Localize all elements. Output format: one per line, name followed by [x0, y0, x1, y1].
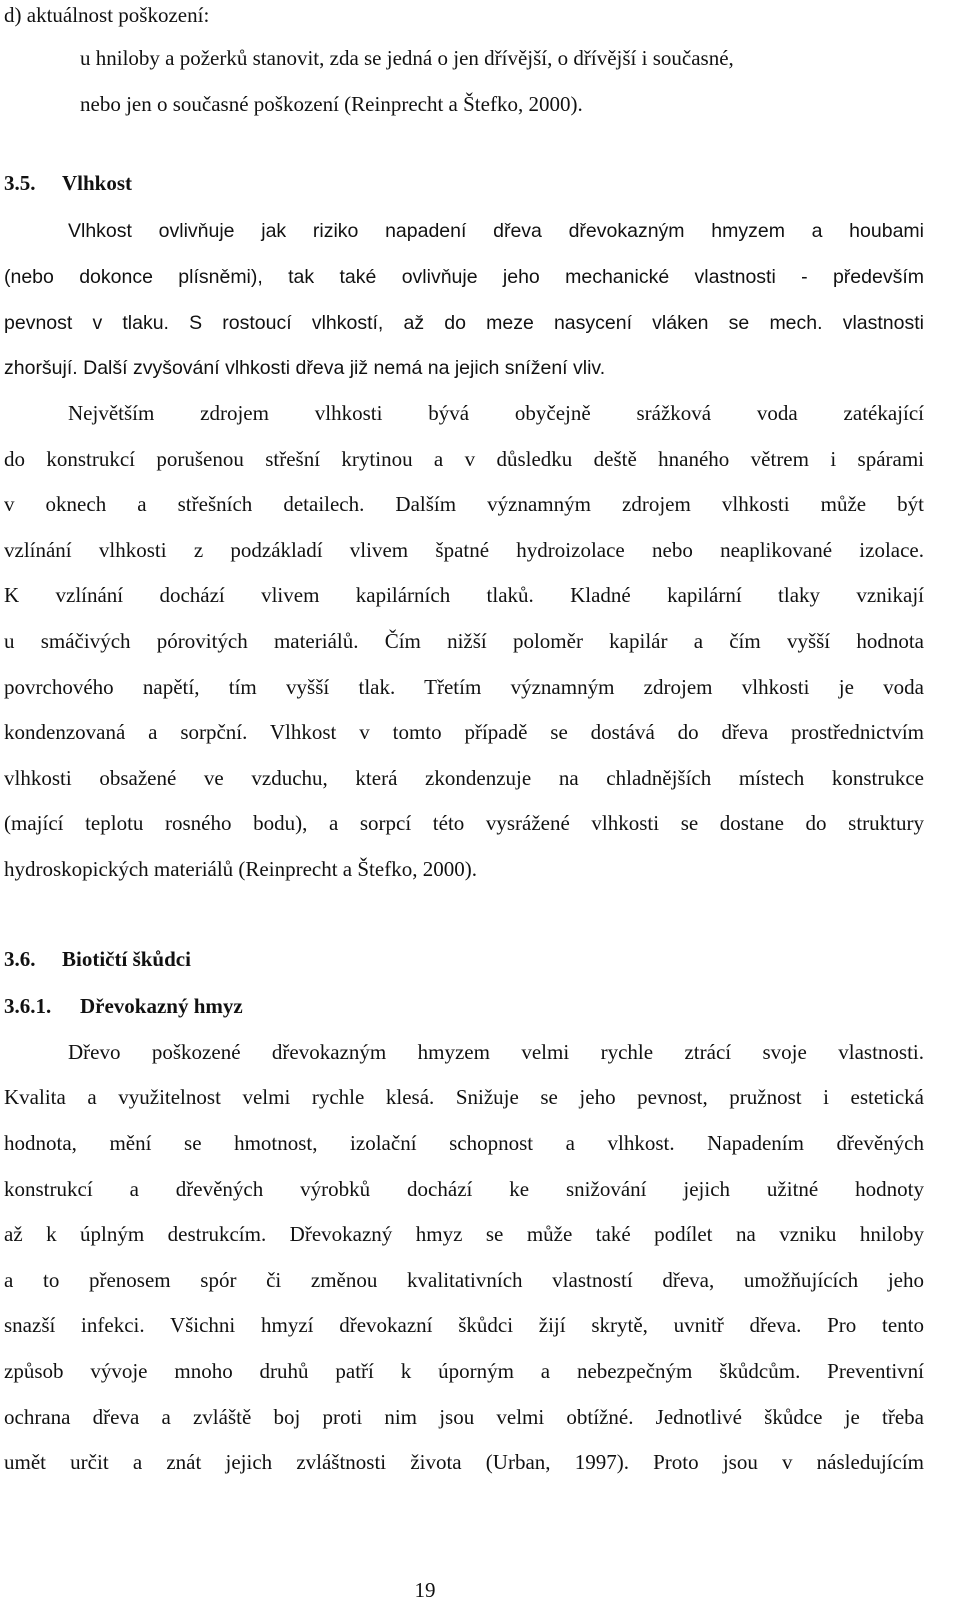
section-3-5-title: Vlhkost — [62, 171, 133, 195]
page-number: 19 — [414, 1578, 436, 1602]
vlhkost-p2-line-7: povrchového napětí, tím vyšší tlak. Třetím významným zdrojem vlhkosti je voda — [4, 675, 924, 699]
vlhkost-p2-line-2: do konstrukcí porušenou střešní krytinou a v důsledku deště hnaného větrem i spárami — [4, 447, 924, 471]
vlhkost-p1-line-1: Vlhkost ovlivňuje jak riziko napadení dřeva dřevokazným hmyzem a houbami — [68, 220, 924, 242]
hmyz-line-9: ochrana dřeva a zvláště boj proti nim jsou velmi obtížné. Jednotlivé škůdce je třeba — [4, 1405, 924, 1429]
section-3-6-number: 3.6. — [4, 947, 36, 971]
section-3-5-number: 3.5. — [4, 171, 36, 195]
hmyz-line-4: konstrukcí a dřevěných výrobků dochází ke snižování jejich užitné hodnoty — [4, 1177, 924, 1201]
vlhkost-p2-line-11: hydroskopických materiálů (Reinprecht a Štefko, 2000). — [4, 857, 477, 881]
section-3-6-1-number: 3.6.1. — [4, 994, 52, 1018]
vlhkost-p1-line-4: zhoršují. Další zvyšování vlhkosti dřeva již nemá na jejich snížení vliv. — [4, 357, 606, 379]
section-3-6-1-title: Dřevokazný hmyz — [80, 994, 243, 1018]
vlhkost-p1-line-2: (nebo dokonce plísněmi), tak také ovlivňuje jeho mechanické vlastnosti - především — [4, 266, 924, 288]
hmyz-line-7: snazší infekci. Všichni hmyzí dřevokazní škůdci žijí skrytě, uvnitř dřeva. Pro tento — [4, 1313, 924, 1337]
hmyz-line-2: Kvalita a využitelnost velmi rychle klesá. Snižuje se jeho pevnost, pružnost i estetická — [4, 1085, 924, 1109]
section-d-heading: d) aktuálnost poškození: — [4, 3, 210, 27]
section-d-line-2: nebo jen o současné poškození (Reinprecht a Štefko, 2000). — [80, 92, 583, 116]
vlhkost-p2-line-4: vzlínání vlhkosti z podzákladí vlivem špatné hydroizolace nebo neaplikované izolace. — [4, 538, 924, 562]
vlhkost-p2-line-8: kondenzovaná a sorpční. Vlhkost v tomto případě se dostává do dřeva prostřednictvím — [4, 720, 924, 744]
hmyz-line-3: hodnota, mění se hmotnost, izolační schopnost a vlhkost. Napadením dřevěných — [4, 1131, 924, 1155]
vlhkost-p2-line-6: u smáčivých pórovitých materiálů. Čím nižší poloměr kapilár a čím vyšší hodnota — [4, 629, 924, 653]
section-3-6-title: Biotičtí škůdci — [62, 947, 191, 971]
vlhkost-p1-line-3: pevnost v tlaku. S rostoucí vlhkostí, až do meze nasycení vláken se mech. vlastnosti — [4, 312, 924, 334]
hmyz-line-8: způsob vývoje mnoho druhů patří k úporným a nebezpečným škůdcům. Preventivní — [4, 1359, 924, 1383]
hmyz-line-5: až k úplným destrukcím. Dřevokazný hmyz se může také podílet na vzniku hniloby — [4, 1222, 924, 1246]
vlhkost-p2-line-1: Největším zdrojem vlhkosti bývá obyčejně srážková voda zatékající — [68, 401, 924, 425]
vlhkost-p2-line-10: (mající teplotu rosného bodu), a sorpcí této vysrážené vlhkosti se dostane do struktury — [4, 811, 924, 835]
vlhkost-p2-line-9: vlhkosti obsažené ve vzduchu, která zkondenzuje na chladnějších místech konstrukce — [4, 766, 924, 790]
hmyz-line-10: umět určit a znát jejich zvláštnosti života (Urban, 1997). Proto jsou v následujícím — [4, 1450, 924, 1474]
section-d-line-1: u hniloby a požerků stanovit, zda se jedná o jen dřívější, o dřívější i současné, — [80, 46, 734, 70]
hmyz-line-6: a to přenosem spór či změnou kvalitativních vlastností dřeva, umožňujících jeho — [4, 1268, 924, 1292]
vlhkost-p2-line-3: v oknech a střešních detailech. Dalším významným zdrojem vlhkosti může být — [4, 492, 924, 516]
vlhkost-p2-line-5: K vzlínání dochází vlivem kapilárních tlaků. Kladné kapilární tlaky vznikají — [4, 583, 924, 607]
hmyz-line-1: Dřevo poškozené dřevokazným hmyzem velmi rychle ztrácí svoje vlastnosti. — [68, 1040, 924, 1064]
